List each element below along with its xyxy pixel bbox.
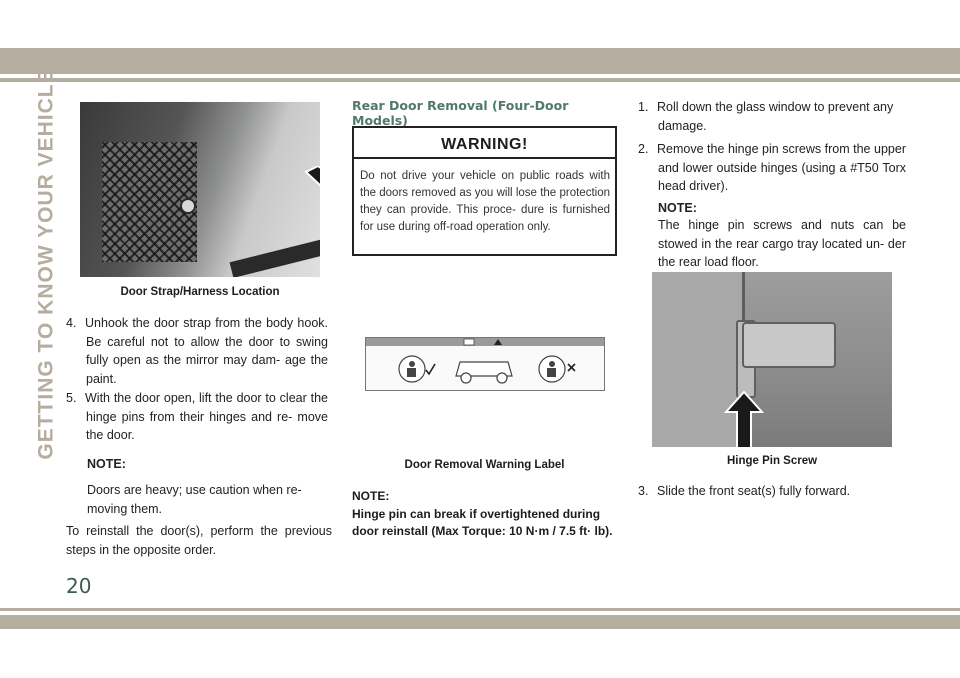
step-3-text: Slide the front seat(s) fully forward.: [657, 484, 851, 498]
door-strap-arrow-icon: [302, 166, 320, 216]
step-4-text: Unhook the door strap from the body hook. Be careful not to allow the door to swing fully open as the mirror may dam- age the paint.: [85, 316, 328, 386]
col2-note-text: Hinge pin can break if overtightened during door reinstall (Max Torque: 10 N·m / 7.5 ft· lb).: [352, 507, 613, 538]
reinstall-paragraph: To reinstall the door(s), perform the previous steps in the opposite order.: [66, 524, 332, 557]
col2-note-label: NOTE:: [352, 489, 390, 503]
door-strap: [230, 238, 320, 277]
step-5-number: 5.: [66, 391, 77, 405]
col1-note-text: Doors are heavy; use caution when re- moving them.: [87, 483, 302, 516]
body-hook: [180, 198, 196, 214]
step-3: [638, 482, 906, 501]
step-4-number: 4.: [66, 316, 77, 330]
step-2-text: Remove the hinge pin screws from the upper and lower outside hinges (using a #T50 Torx head driver).: [657, 142, 906, 193]
step-5-text: With the door open, lift the door to clear the hinge pins from their hinges and re- move the door.: [85, 391, 328, 442]
hinge-pin-caption: Hinge Pin Screw: [726, 455, 818, 467]
page-number: 20: [66, 574, 92, 598]
side-section-title: [26, 68, 68, 460]
col3-note-label: NOTE:: [658, 201, 697, 215]
warning-divider: [354, 157, 615, 159]
step-2-number: 2.: [638, 142, 649, 156]
side-section-title-text: GETTING TO KNOW YOUR VEHICLE: [35, 68, 58, 460]
warning-label-graphic: [365, 337, 605, 391]
step-4: [66, 314, 328, 388]
hinge-pin-photo: [652, 272, 892, 447]
door-strap-caption: Door Strap/Harness Location: [120, 286, 280, 298]
warning-box: [352, 126, 617, 256]
hinge-plate: [742, 322, 836, 368]
header-rule: [0, 78, 960, 82]
hinge-arrow-icon: [724, 390, 764, 447]
door-strap-photo: [80, 102, 320, 277]
warning-label-icons: [366, 338, 604, 390]
step-3-number: 3.: [638, 484, 649, 498]
warning-label-caption: Door Removal Warning Label: [404, 459, 565, 471]
step-1: [638, 98, 906, 135]
header-band: [0, 48, 960, 74]
step-5: [66, 389, 328, 445]
step-1-number: 1.: [638, 100, 649, 114]
footer-rule: [0, 608, 960, 611]
section-heading: Rear Door Removal (Four-Door Models): [352, 98, 569, 128]
col3-note-text: The hinge pin screws and nuts can be stowed in the rear cargo tray located un- der the rear load floor.: [658, 218, 906, 269]
col1-note-label: NOTE:: [87, 457, 126, 471]
step-2: [638, 140, 906, 196]
warning-text: Do not drive your vehicle on public roads with the doors removed as you will lose the protection they can provide. This proce- dure is furnished for use during off-road operation only.: [360, 170, 610, 233]
warning-title: WARNING!: [441, 136, 528, 153]
step-1-text: Roll down the glass window to prevent any damage.: [657, 100, 894, 133]
footer-band: [0, 615, 960, 629]
